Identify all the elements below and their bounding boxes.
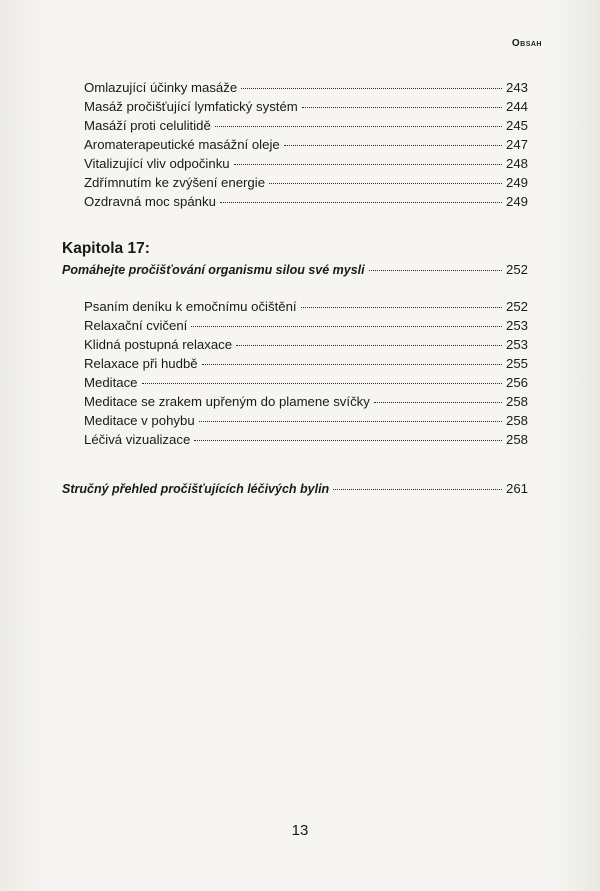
toc-entry-title: Relaxace při hudbě [84, 356, 198, 371]
leader-dots [269, 183, 502, 184]
toc-entry-page: 253 [505, 318, 528, 333]
leader-dots [191, 326, 502, 327]
chapter-label: Kapitola 17: [62, 240, 150, 257]
toc-entry-page: 247 [505, 137, 528, 152]
leader-dots [194, 440, 502, 441]
summary-block [62, 479, 528, 498]
toc-entry [62, 316, 528, 335]
toc-entry-page: 249 [505, 194, 528, 209]
toc-entry [62, 192, 528, 211]
toc-entry [62, 135, 528, 154]
toc-entry [62, 78, 528, 97]
leader-dots [202, 364, 502, 365]
toc-entry-title: Ozdravná moc spánku [84, 194, 216, 209]
leader-dots [220, 202, 502, 203]
toc-entry [62, 154, 528, 173]
toc-entry-title: Masáž pročišťující lymfatický systém [84, 99, 298, 114]
page-number: 13 [291, 822, 309, 839]
toc-entry-title: Omlazující účinky masáže [84, 80, 238, 95]
toc-entry-page: 243 [505, 80, 528, 95]
leader-dots [369, 270, 502, 271]
toc-entry-page: 249 [505, 175, 528, 190]
leader-dots [241, 88, 502, 89]
chapter-title-entry [62, 260, 528, 279]
leader-dots [236, 345, 502, 346]
summary-page: 261 [505, 481, 528, 496]
toc-entry-title: Meditace v pohybu [84, 413, 195, 428]
toc-entry-title: Léčivá vizualizace [84, 432, 191, 447]
toc-entry-page: 256 [505, 375, 528, 390]
toc-entry-page: 258 [505, 432, 528, 447]
leader-dots [199, 421, 502, 422]
toc-entry-title: Masáží proti celulitidě [84, 118, 211, 133]
leader-dots [301, 307, 502, 308]
toc-entry-page: 252 [505, 299, 528, 314]
toc-entry-title: Klidná postupná relaxace [84, 337, 233, 352]
chapter-title: Pomáhejte pročišťování organismu silou své mysli [62, 263, 365, 277]
toc-entry-title: Relaxační cvičení [84, 318, 188, 333]
toc-entry-title: Meditace [84, 375, 138, 390]
toc-section-mind [62, 297, 528, 449]
toc-entry [62, 392, 528, 411]
summary-entry [62, 479, 528, 498]
toc-entry-page: 244 [505, 99, 528, 114]
toc-entry [62, 411, 528, 430]
leader-dots [142, 383, 502, 384]
toc-entry [62, 354, 528, 373]
toc-entry [62, 97, 528, 116]
toc-entry [62, 297, 528, 316]
leader-dots [333, 489, 502, 490]
toc-entry-page: 258 [505, 413, 528, 428]
chapter-page: 252 [505, 262, 528, 277]
toc-entry-title: Aromaterapeutické masážní oleje [84, 137, 280, 152]
toc-entry-page: 245 [505, 118, 528, 133]
chapter-heading-block [62, 238, 528, 279]
toc-entry-page: 248 [505, 156, 528, 171]
toc-entry [62, 116, 528, 135]
leader-dots [374, 402, 502, 403]
toc-entry [62, 173, 528, 192]
running-header: Obsah [511, 38, 542, 49]
leader-dots [215, 126, 502, 127]
toc-entry [62, 430, 528, 449]
toc-entry [62, 373, 528, 392]
leader-dots [284, 145, 502, 146]
toc-entry-title: Meditace se zrakem upřeným do plamene svíčky [84, 394, 370, 409]
toc-entry-page: 255 [505, 356, 528, 371]
toc-section-massage [62, 78, 528, 211]
toc-entry-title: Zdřímnutím ke zvýšení energie [84, 175, 266, 190]
toc-entry-page: 258 [505, 394, 528, 409]
summary-title: Stručný přehled pročišťujících léčivých bylin [62, 482, 330, 496]
leader-dots [234, 164, 502, 165]
toc-entry-page: 253 [505, 337, 528, 352]
toc-entry [62, 335, 528, 354]
toc-entry-title: Psaním deníku k emočnímu očištění [84, 299, 297, 314]
leader-dots [302, 107, 502, 108]
toc-entry-title: Vitalizující vliv odpočinku [84, 156, 230, 171]
